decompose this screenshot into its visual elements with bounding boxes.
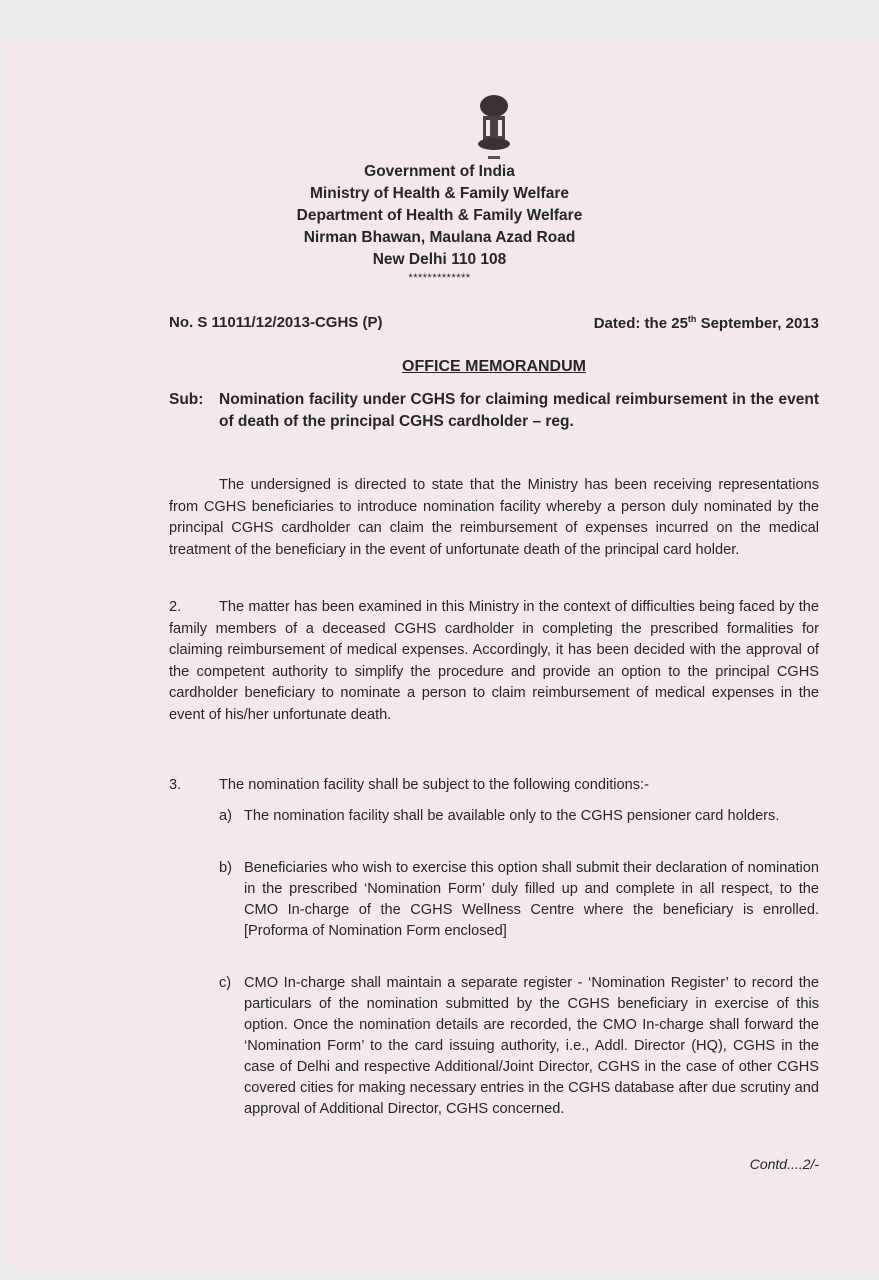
separator: ************* [408,272,471,284]
date-sup: th [687,314,697,324]
letterhead-line: Ministry of Health & Family Welfare [310,185,569,202]
file-number: No. S 11011/12/2013-CGHS (P) [169,314,383,331]
reference-line [169,314,819,332]
letterhead-line: Nirman Bhawan, Maulana Azad Road [303,229,576,246]
subject [169,389,819,433]
condition-letter: c) [219,975,232,991]
paragraph-2 [169,597,819,726]
date-prefix: Dated: the 25 [593,315,688,332]
letterhead [0,161,879,285]
condition-a [219,806,819,827]
paragraph-text: The matter has been examined in this Ministry in the context of difficulties being faced by the family members of a deceased CGHS cardholder in completing the prescribed formalities for claiming reimbursement of medical expenses. Accordingly, it has been decided with the approval of the competent authority to simplify the procedure and provide an option to the principal CGHS cardholder beneficiary to nominate a person to claim reimbursement of medical expenses in the event of his/her unfortunate death. [169,599,819,723]
paragraph-1: The undersigned is directed to state that the Ministry has been receiving representations from CGHS beneficiaries to introduce nomination facility whereby a person duly nominated by the principal CGHS cardholder can claim the reimbursement of expenses incurred on the medical treatment of the beneficiary in the event of unfortunate death of the principal card holder. [169,477,819,558]
date [594,314,819,332]
paragraph-number: 2. [169,599,182,615]
letterhead-line: Government of India [364,163,515,180]
letterhead-line: New Delhi 110 108 [372,251,507,268]
paragraph-3 [169,775,819,797]
condition-letter: b) [219,860,232,876]
condition-letter: a) [219,808,232,824]
condition-text: The nomination facility shall be available only to the CGHS pensioner card holders. [244,808,780,824]
condition-c [219,973,819,1120]
continued-note: Contd....2/- [749,1156,819,1172]
condition-text: CMO In-charge shall maintain a separate register - ‘Nomination Register’ to record the particulars of the nomination submitted by the CGHS beneficiary in exercise of this option. Once the nomination details are recorded, the CMO In-charge shall forward the ‘Nomination Form’ to the card issuing authority, i.e., Addl. Director (HQ), CGHS in the case of Delhi and respective Additional/Joint Director, CGHS in the case of other CGHS covered cities for making necessary entries in the CGHS database after due scrutiny and approval of Additional Director, CGHS concerned. [244,975,819,1117]
condition-text: Beneficiaries who wish to exercise this option shall submit their declaration of nomination in the prescribed ‘Nomination Form’ duly filled up and complete in all respect, to the CMO In-charge of the CGHS Wellness Centre where the beneficiary is enrolled. [Proforma of Nomination Form enclosed] [244,860,819,939]
paragraph-text: The nomination facility shall be subject to the following conditions:- [219,777,649,793]
date-suffix: September, 2013 [696,315,819,332]
subject-label: Sub: [169,391,204,408]
letterhead-line: Department of Health & Family Welfare [296,207,583,224]
paragraph-number: 3. [169,777,182,793]
condition-b [219,858,819,942]
subject-text: Nomination facility under CGHS for claiming medical reimbursement in the event of death of the principal CGHS cardholder – reg. [219,391,819,430]
memo-title: OFFICE MEMORANDUM [402,358,586,375]
state-emblem-icon [466,92,522,164]
